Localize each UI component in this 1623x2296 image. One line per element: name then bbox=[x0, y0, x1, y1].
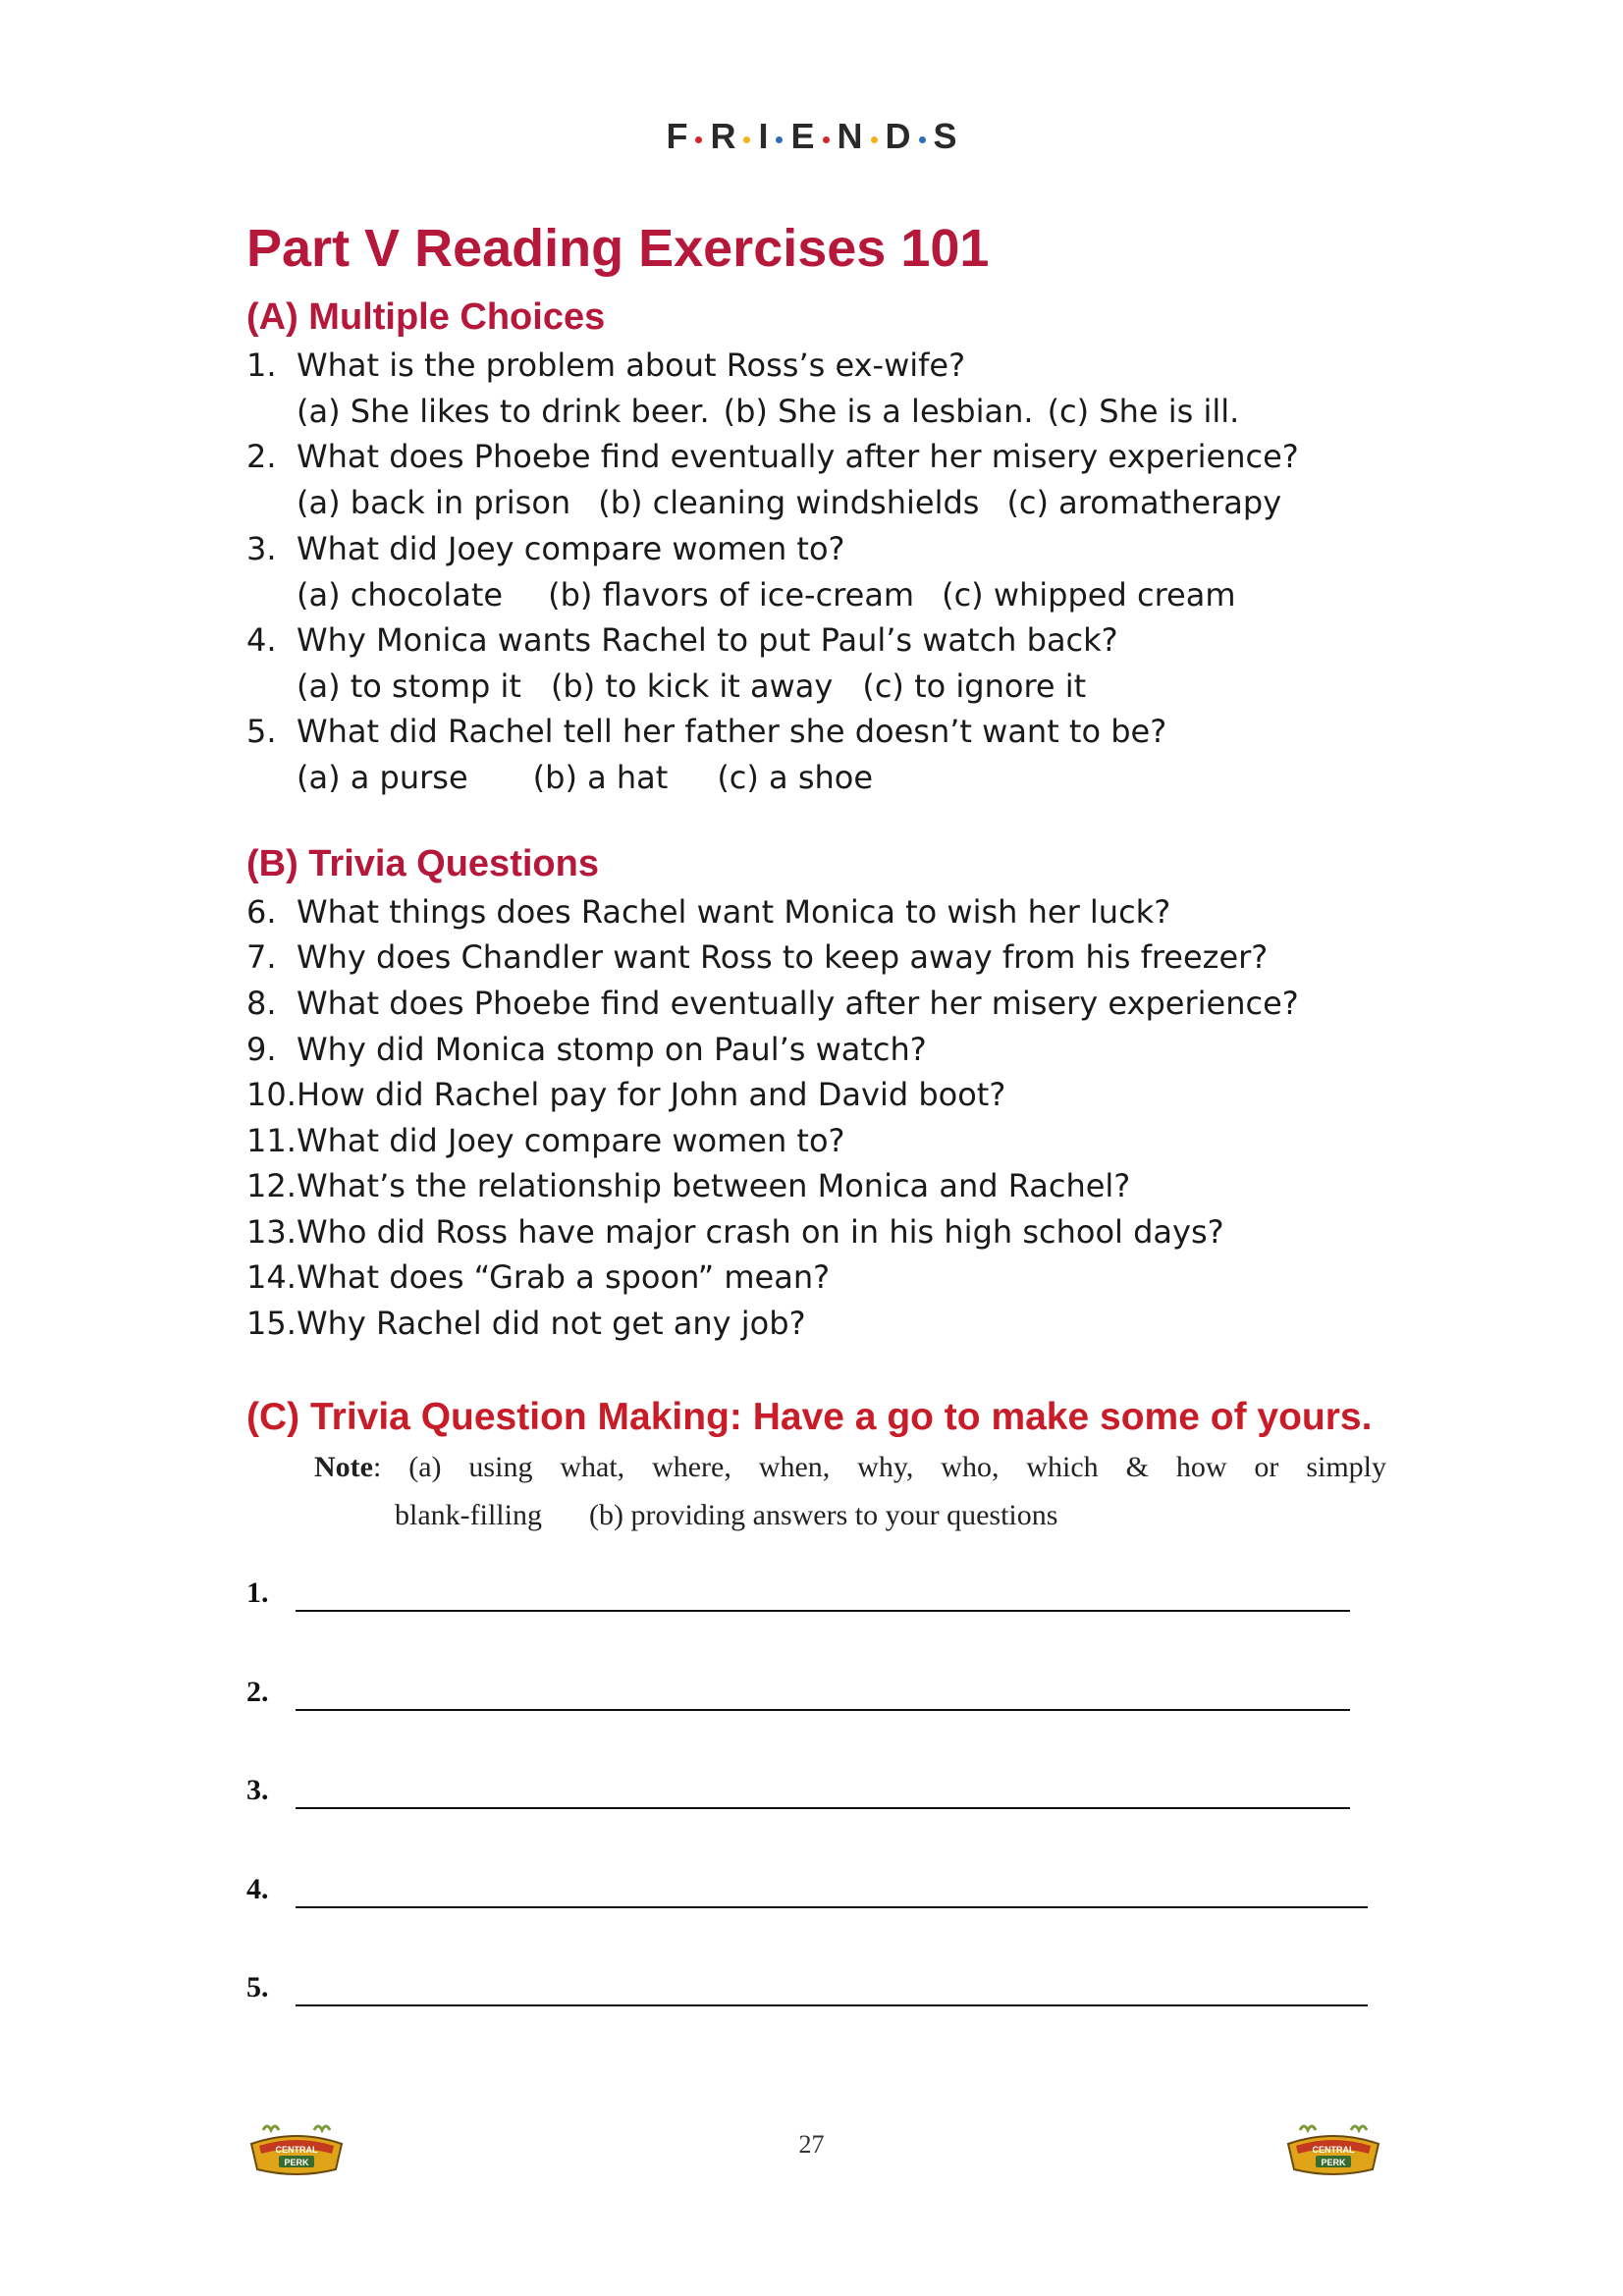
note-label: Note bbox=[314, 1451, 373, 1483]
answer-options bbox=[297, 759, 900, 796]
answer-option: (c) to ignore it bbox=[862, 667, 1087, 705]
question-text: What does Phoebe find eventually after her misery experience? bbox=[297, 985, 1299, 1022]
question-number: 2. bbox=[246, 438, 277, 475]
answer-blank-line[interactable] bbox=[296, 1709, 1350, 1711]
question-number: 11. bbox=[246, 1122, 297, 1159]
logo-dot bbox=[919, 136, 926, 143]
question-text: Why Rachel did not get any job? bbox=[297, 1305, 806, 1342]
emblem-top-text: CENTRAL bbox=[1312, 2145, 1355, 2155]
section-b-heading: (B) Trivia Questions bbox=[246, 843, 599, 884]
question-text: What did Rachel tell her father she doesn’t want to be? bbox=[297, 713, 1167, 750]
note-text: blank-filling bbox=[395, 1499, 542, 1531]
question-text: What is the problem about Ross’s ex-wife? bbox=[297, 347, 966, 384]
answer-options bbox=[297, 484, 1309, 521]
section-c-heading: (C) Trivia Question Making: Have a go to make some of yours. bbox=[246, 1396, 1373, 1438]
logo-letter: E bbox=[790, 116, 815, 156]
note-text: (b) providing answers to your questions bbox=[588, 1499, 1058, 1531]
logo-letter: R bbox=[710, 116, 736, 156]
answer-blank-line[interactable] bbox=[296, 2004, 1368, 2006]
page-number: 27 bbox=[798, 2130, 825, 2159]
question-number: 5. bbox=[246, 713, 277, 750]
blank-number: 5. bbox=[246, 1971, 269, 2003]
logo-letter: S bbox=[933, 116, 957, 156]
answer-option: (a) chocolate bbox=[297, 576, 504, 614]
page-title: Part V Reading Exercises 101 bbox=[246, 219, 990, 278]
section-a-heading: (A) Multiple Choices bbox=[246, 296, 606, 338]
answer-option: (c) whipped cream bbox=[942, 576, 1236, 614]
question-number: 12. bbox=[246, 1167, 297, 1204]
question-text: What did Joey compare women to? bbox=[297, 530, 845, 567]
question-number: 3. bbox=[246, 530, 277, 567]
question-text: What does “Grab a spoon” mean? bbox=[297, 1258, 831, 1296]
question-number: 13. bbox=[246, 1213, 297, 1251]
answer-blank-line[interactable] bbox=[296, 1610, 1350, 1612]
question-text: What did Joey compare women to? bbox=[297, 1122, 845, 1159]
emblem-top-text: CENTRAL bbox=[275, 2145, 318, 2155]
question-number: 8. bbox=[246, 985, 277, 1022]
question-number: 7. bbox=[246, 938, 277, 976]
question-text: What’s the relationship between Monica and Rachel? bbox=[297, 1167, 1131, 1204]
logo-letter: F bbox=[666, 116, 688, 156]
logo-dot bbox=[743, 136, 750, 143]
answer-options bbox=[297, 576, 1263, 614]
question-text: Why did Monica stomp on Paul’s watch? bbox=[297, 1031, 927, 1068]
logo-dot bbox=[695, 136, 702, 143]
note-line-1 bbox=[314, 1451, 1386, 1484]
logo-letter: N bbox=[837, 116, 863, 156]
answer-blank-line[interactable] bbox=[296, 1807, 1350, 1809]
logo-dot bbox=[776, 136, 783, 143]
emblem-bottom-text: PERK bbox=[284, 2158, 309, 2167]
question-number: 9. bbox=[246, 1031, 277, 1068]
blank-number: 2. bbox=[246, 1676, 269, 1708]
question-number: 1. bbox=[246, 347, 277, 384]
answer-option: (c) a shoe bbox=[717, 759, 874, 796]
friends-logo bbox=[0, 116, 1623, 157]
question-text: What does Phoebe find eventually after her misery experience? bbox=[297, 438, 1299, 475]
answer-option: (b) flavors of ice-cream bbox=[548, 576, 915, 614]
answer-option: (a) a purse bbox=[297, 759, 468, 796]
logo-letter: I bbox=[758, 116, 769, 156]
question-text: Who did Ross have major crash on in his high school days? bbox=[297, 1213, 1224, 1251]
question-number: 4. bbox=[246, 621, 277, 659]
question-number: 6. bbox=[246, 893, 277, 931]
note-text: : (a) using what, where, when, why, who, which & how or simply bbox=[372, 1451, 1386, 1483]
question-text: What things does Rachel want Monica to wish her luck? bbox=[297, 893, 1171, 931]
answer-blank-line[interactable] bbox=[296, 1906, 1368, 1908]
answer-option: (a) back in prison bbox=[297, 484, 571, 521]
answer-option: (b) to kick it away bbox=[550, 667, 834, 705]
answer-options bbox=[297, 393, 1267, 430]
question-number: 10. bbox=[246, 1076, 297, 1113]
blank-number: 1. bbox=[246, 1576, 269, 1609]
logo-letter: D bbox=[885, 116, 911, 156]
logo-dot bbox=[871, 136, 878, 143]
question-number: 15. bbox=[246, 1305, 297, 1342]
question-text: Why does Chandler want Ross to keep away from his freezer? bbox=[297, 938, 1269, 976]
answer-option: (a) She likes to drink beer. bbox=[297, 393, 710, 430]
central-perk-logo-icon bbox=[1282, 2122, 1384, 2179]
answer-option: (b) cleaning windshields bbox=[598, 484, 980, 521]
central-perk-logo-icon bbox=[245, 2122, 348, 2179]
note-line-2 bbox=[395, 1499, 1105, 1532]
question-text: How did Rachel pay for John and David boot? bbox=[297, 1076, 1006, 1113]
emblem-bottom-text: PERK bbox=[1321, 2158, 1346, 2167]
blank-number: 3. bbox=[246, 1774, 269, 1806]
answer-option: (a) to stomp it bbox=[297, 667, 521, 705]
answer-option: (c) She is ill. bbox=[1047, 393, 1240, 430]
question-text: Why Monica wants Rachel to put Paul’s watch back? bbox=[297, 621, 1118, 659]
answer-option: (c) aromatherapy bbox=[1006, 484, 1282, 521]
question-number: 14. bbox=[246, 1258, 297, 1296]
answer-option: (b) She is a lesbian. bbox=[723, 393, 1034, 430]
answer-options bbox=[297, 667, 1113, 705]
logo-dot bbox=[823, 136, 830, 143]
blank-number: 4. bbox=[246, 1873, 269, 1905]
answer-option: (b) a hat bbox=[532, 759, 669, 796]
